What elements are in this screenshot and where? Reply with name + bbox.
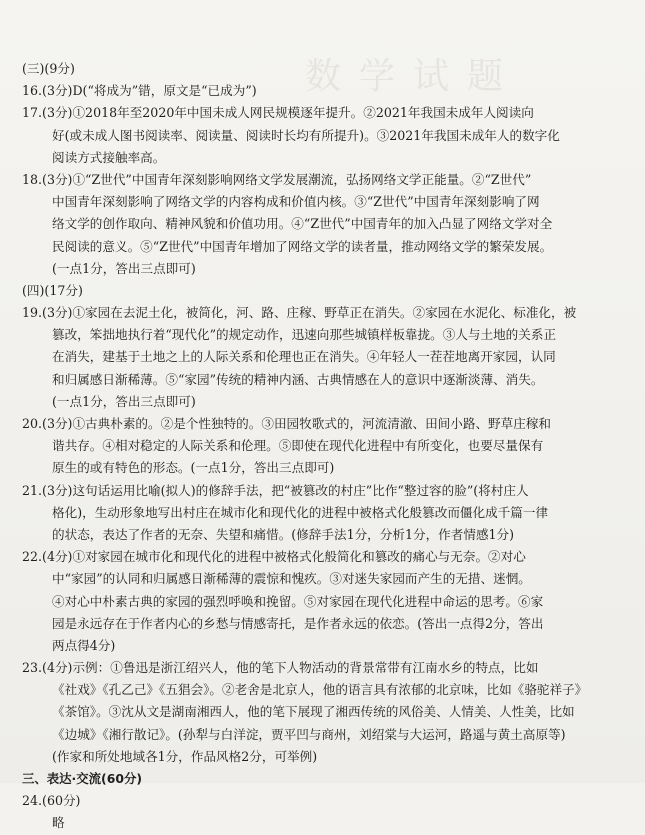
answer-21-line: 的状态，表达了作者的无奈、失望和痛惜。(修辞手法1分，分析1分，作者情感1分) [52, 526, 515, 542]
answer-16: 16.(3分)D(“将成为”错，原文是“已成为”) [22, 83, 257, 99]
answer-key-content [22, 58, 634, 835]
answer-18-line: 18.(3分)①“Z世代”中国青年深刻影响网络文学发展潮流，弘扬网络文学正能量。②“Z世代” [22, 171, 532, 187]
answer-19-line: 和归属感日渐稀薄。⑤“家园”传统的精神内涵、古典情感在人的意识中逐渐淡薄、消失。 [52, 371, 544, 387]
answer-21-line: 21.(3分)这句话运用比喻(拟人)的修辞手法，把“被篡改的村庄”比作“整过容的脸”(将村庄人 [22, 482, 529, 498]
answer-19-line: 篡改，笨拙地执行着“现代化”的规定动作，迅速向那些城镇样板靠拢。③人与土地的关系正 [52, 327, 557, 343]
answer-22-line: 两点得4分) [52, 637, 116, 653]
answer-21-line: 格化)，生动形象地写出村庄在城市化和现代化的进程中被格式化般篡改而僵化成千篇一律 [52, 504, 549, 520]
answer-17-line: 17.(3分)①2018年至2020年中国未成人网民规模逐年提升。②2021年我国未成年人阅读向 [22, 105, 534, 121]
answer-19-line: 19.(3分)①家园在去泥土化，被简化，河、路、庄稼、野草正在消失。②家园在水泥化、标准化，被 [22, 305, 577, 321]
answer-23-line: 23.(4分)示例：①鲁迅是浙江绍兴人，他的笔下人物活动的背景常带有江南水乡的特点，比如 [22, 660, 539, 676]
part-three-heading: 三、表达·交流(60分) [22, 771, 143, 786]
answer-24: 24.(60分) [22, 793, 81, 809]
answer-20-line: 谐共存。④相对稳定的人际关系和伦理。⑤即使在现代化进程中有所变化，也要尽量保有 [52, 438, 544, 454]
answer-19-line: (一点1分，答出三点即可) [52, 393, 196, 409]
answer-22-line: 22.(4分)①对家园在城市化和现代化的进程中被格式化般简化和篡改的痛心与无奈。②对心 [22, 549, 526, 565]
answer-23-line: 《茶馆》。③沈从文是湖南湘西人，他的笔下展现了湘西传统的风俗美、人情美、人性美，比如 [52, 704, 575, 720]
answer-22-line: 中“家园”的认同和归属感日渐稀薄的震惊和愧疚。③对迷失家园而产生的无措、迷惘。 [52, 571, 531, 587]
answer-17-line: 好(或未成人图书阅读率、阅读量、阅读时长均有所提升)。③2021年我国未成年人的数字化 [52, 127, 560, 143]
answer-17-line: 阅读方式接触率高。 [52, 149, 166, 165]
answer-24-omitted: 略 [52, 815, 65, 831]
section-heading: (四)(17分) [22, 282, 83, 298]
answer-18-line: (一点1分，答出三点即可) [52, 260, 196, 276]
answer-20-line: 20.(3分)①古典朴素的。②是个性独特的。③田园牧歌式的，河流清澈、田间小路、野草庄稼和 [22, 416, 552, 431]
answer-18-line: 民阅读的意义。⑤“Z世代”中国青年增加了网络文学的读者量，推动网络文学的繁荣发展。 [52, 238, 553, 254]
section-heading: (三)(9分) [22, 61, 75, 76]
answer-20-line: 原生的或有特色的形态。(一点1分，答出三点即可) [52, 460, 335, 476]
answer-18-line: 络文学的创作取向、精神风貌和价值功用。④“Z世代”中国青年的加入凸显了网络文学对全 [52, 216, 553, 232]
faded-watermark: 数学试题 [305, 56, 522, 97]
answer-19-line: 在消失，建基于土地之上的人际关系和伦理也正在消失。④年轻人一茬茬地离开家园，认同 [52, 349, 556, 365]
answer-22-line: 园是永远存在于作者内心的乡愁与情感寄托，是作者永远的依恋。(答出一点得2分，答出 [52, 615, 544, 631]
answer-18-line: 中国青年深刻影响了网络文学的内容构成和价值内核。③“Z世代”中国青年深刻影响了网 [52, 194, 540, 210]
answer-22-line: ④对心中朴素古典的家园的强烈呼唤和挽留。⑤对家园在现代化进程中命运的思考。⑥家 [52, 593, 544, 609]
answer-23-line: 《边城》《湘行散记》。(孙犁与白洋淀，贾平凹与商州，刘绍棠与大运河，路遥与黄土高原等) [52, 726, 566, 742]
answer-23-line: (作家和所处地域各1分，作品风格2分，可举例) [52, 748, 318, 764]
answer-23-line: 《社戏》《孔乙己》《五猖会》。②老舍是北京人，他的语言具有浓郁的北京味，比如《骆驼祥子》 [52, 682, 588, 698]
